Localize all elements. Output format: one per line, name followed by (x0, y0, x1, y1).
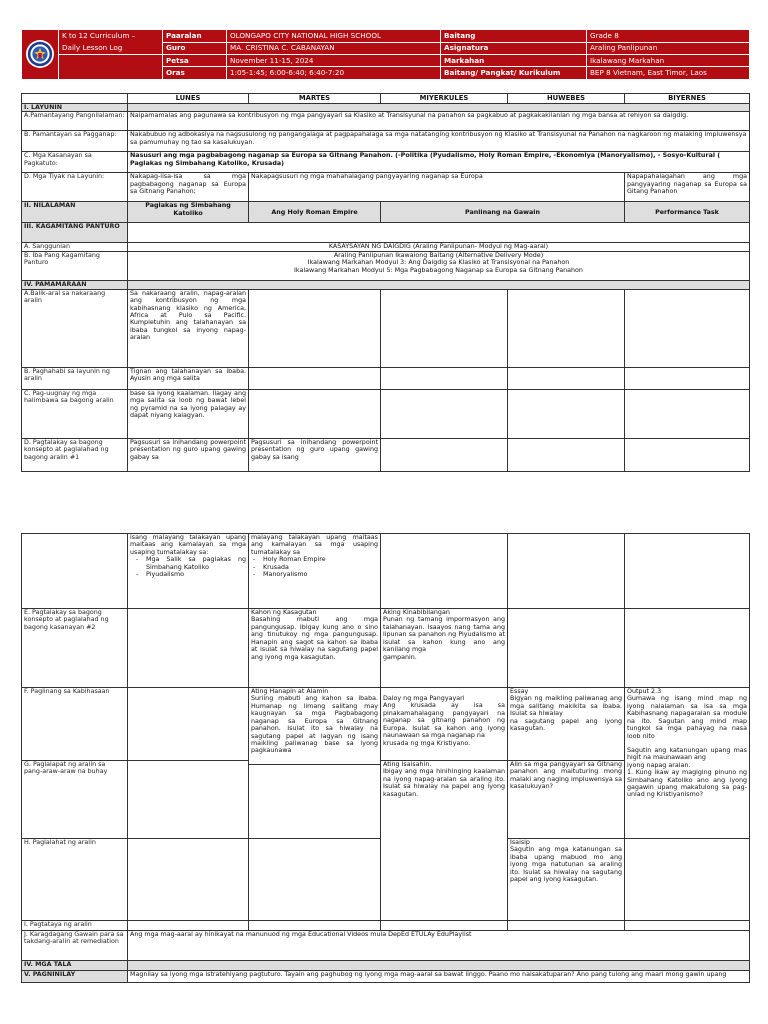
balik-aral-martes (249, 289, 381, 367)
paghahabi-miyerkules (381, 367, 508, 389)
row-label-iba-pang-kagamitan: B. Iba Pang Kagamitang Panturo (22, 251, 128, 280)
row-label-paglalapat: G. Paglalapat ng aralin sa pang-araw-araw na buhay (22, 761, 128, 839)
list-item: - Holy Roman Empire (251, 556, 378, 563)
pagtalakay-1-miyerkules (381, 438, 508, 471)
paglinang-biyernes (625, 688, 750, 839)
paglinang-miyerkules (381, 688, 508, 761)
lesson-log-header (21, 29, 750, 80)
continuation-lunes-text: isang malayang talakayan upang maitaas ang kamalayan sa mga usaping tumatalakay sa: (130, 534, 246, 556)
isaisip-title: Isaisip (510, 839, 530, 846)
paaralan-label: Paaralan (163, 30, 227, 43)
output-title: Output 2.3 (627, 688, 662, 695)
list-item: - Mga Salik sa paglakas ng Simbahang Katoliko (130, 556, 246, 571)
pagtalakay-1-lunes: Pagsusuri sa inihandang powerpoint presentation ng guro upang gawing gabay sa (128, 438, 249, 471)
paglalapat-martes (249, 765, 381, 839)
pagganap-text: Nakabubuo ng adbokasiya na nagsusulong ng pangangalaga at pagpapahalaga sa mga natatanging kontribusyon ng Klasiko at Transisyunal na Panahon na nagkaroon ng malaking impluwensya sa pamumuhay ng tao sa kasalukuyan. (128, 131, 750, 152)
essay-title: Essay (510, 688, 529, 695)
continuation-huwebes (508, 534, 625, 609)
row-label-paghahabi: B. Paghahabi sa layunin ng aralin (22, 367, 128, 389)
pagtataya-miyerkules (381, 921, 508, 931)
pagtataya-biyernes (625, 921, 750, 931)
list-item: - Krusada (251, 564, 378, 571)
markahan-value: Ikalawang Markahan (587, 55, 750, 67)
paghahabi-lunes: Tignan ang talahanayan sa ibaba. Ayusin ang mga salita (128, 367, 249, 389)
pamantayang-text: Naipamamalas ang pagunawa sa kontribusyon ng mga pangyayari sa Klasiko at Transisyunal na panahon sa pagkabuo at pagkakakilanlan ng mga bansa at rehiyon sa daigdig. (128, 112, 750, 131)
pagtalakay-1-biyernes (625, 438, 750, 471)
section-pagninilay: V. PAGNINILAY (22, 971, 128, 983)
day-header-huwebes: HUWEBES (508, 94, 625, 104)
paglalapat-lunes (128, 761, 249, 839)
pagninilay-line: Magnilay sa iyong mga istratehiyang pagtuturo. Tayain ang paghubog ng iyong mga mag-aaral sa bawat linggo. Paano mo naisakatuparan? Ano pang tulong ang maari mong gawin upang (130, 971, 727, 978)
row-label-pagtalakay-2: E. Pagtalakay sa bagong konsepto at paglalahad ng bagong kasanayan #2 (22, 609, 128, 688)
pagtalakay-2-biyernes (625, 609, 750, 688)
output-question-intro: Sagutin ang katanungan upang mas higit na maunawaan ang (627, 746, 747, 762)
section-pamamaraan-fill (128, 280, 750, 289)
curriculum-title-line2: Daily Lesson Log (62, 43, 123, 52)
section-mga-tala-fill (128, 961, 750, 971)
pangkat-label: Baitang/ Pangkat/ Kurikulum (441, 67, 587, 80)
kahon-ng-kasagutan-text: Basahing mabuti ang mga pangungusap. Ibigay kung ano o sino ang tinutukoy ng mga pangungusap. Hanapin ang sagot sa kahon sa ibaba at isulat sa hiwalay na sagutang papel ang iyong mga kasagutan. (251, 616, 378, 661)
pagtataya-huwebes (508, 921, 625, 931)
day-header-row (22, 94, 750, 104)
pagninilay-text (128, 971, 750, 983)
continuation-lunes (128, 534, 249, 609)
sanggunian-text: KASAYSAYAN NG DAIGDIG (Araling Panlipunan- Modyul ng Mag-aaral) (128, 243, 750, 251)
curriculum-title (59, 30, 163, 55)
daloy-title: Daloy ng mga Pangyayari (383, 695, 465, 702)
lesson-log-table-page1 (21, 93, 750, 472)
iba-line-3: Ikalawang Markahan Modyul 5: Mga Pagbabagong Naganap sa Europa sa Gitnang Panahon (294, 266, 583, 274)
section-nilalaman: II. NILALAMAN (22, 202, 128, 223)
row-label-paglalahat: H. Paglalahat ng aralin (22, 839, 128, 921)
row-label-pagganap: B. Pamantayan sa Pagganap: (22, 131, 128, 152)
isaisip-text: Sagutin ang mga katanungan sa ibaba upang mabuod mo ang iyong mga natutunan sa araling ito. Isulat sa hiwalay na sagutang papel ang iyong kasagutan. (510, 846, 622, 884)
paglalahat-biyernes (625, 839, 750, 921)
output-question-intro-2: iyong napag aralan. (627, 761, 691, 769)
daloy-last: krusada ng mga Kristiyano. (383, 739, 471, 747)
curriculum-title-line1: K to 12 Curriculum – (62, 31, 136, 41)
guro-label: Guro (163, 42, 227, 55)
lesson-log-table-page2 (21, 533, 750, 983)
paglalapat-miyerkules (381, 761, 508, 921)
section-kagamitang-panturo: III. KAGAMITANG PANTURO (22, 223, 128, 243)
ating-hanapin-text: Suriing mabuti ang kahon sa ibaba. Humanap ng limang salitang may kaugnayan sa mga Pagbabagong naganap sa Europa sa Gitnang panahon. Isulat ito sa hiwalay na sagutang papel at lagyan ng isang maikling paliwanag base sa iyong pagkaunawa (251, 695, 378, 755)
continuation-miyerkules (381, 534, 508, 609)
output-text: Gumawa ng isang mind map ng iyong nalalaman sa isa sa mga Kabihasnang napagaralan sa module na ito. Sagutan ang mind map tungkol sa mga pahayag na nasa loob nito (627, 695, 747, 740)
ating-hanapin-title: Ating Hanapin at Alamin (251, 688, 329, 695)
aking-kinabibilangan-last: gampanin. (383, 653, 417, 661)
kasanayan-text: Nasusuri ang mga pagbabagong naganap sa Europa sa Gitnang Panahon. (-Politika (Pyudalismo, Holy Roman Empire, -Ekonomiya (Manoryalismo), - Sosyo-Kultural ( Paglakas ng Simbahang Katoliko, Krusada) (128, 152, 750, 173)
balik-aral-huwebes (508, 289, 625, 367)
paglalahat-huwebes (508, 839, 625, 921)
pag-uugnay-huwebes (508, 389, 625, 438)
kagamitang-fill (128, 223, 750, 243)
ating-isaisahin-title: Ating Isaisahin. (383, 761, 432, 768)
baitang-label: Baitang (441, 30, 587, 43)
paglinang-lunes (128, 688, 249, 761)
list-item: - Piyudalismo (130, 571, 246, 578)
nilalaman-martes: Ang Holy Roman Empire (249, 202, 381, 223)
section-mga-tala: IV. MGA TALA (22, 961, 128, 971)
row-label-karagdagang-gawain: J. Karagdagang Gawain para sa takdang-aralin at remediation (22, 931, 128, 961)
karagdagang-gawain-text: Ang mga mag-aaral ay hinikayat na manunuod ng mga Educational Videos mula DepEd ETULAy EduPlaylist (128, 931, 750, 961)
tiyak-martes: Nakapagsusuri ng mga mahahalagang pangyayaring naganap sa Europa (249, 173, 625, 202)
row-label-balik-aral: A.Balik-aral sa nakaraang aralin (22, 289, 128, 367)
asignatura-value: Araling Panlipunan (587, 42, 750, 55)
row-label-sanggunian: A. Sanggunian (22, 243, 128, 251)
row-label-pagtataya: I. Pagtataya ng aralin (22, 921, 128, 931)
day-header-martes: MARTES (249, 94, 381, 104)
tiyak-biyernes: Napapahalagahan ang mga pangyayaring naganap sa Europa sa Gitang Panahon (625, 173, 750, 202)
markahan-label: Markahan (441, 55, 587, 67)
day-header-biyernes: BIYERNES (625, 94, 750, 104)
balik-aral-lunes: Sa nakaraang aralin, napag-aralan ang kontribusyon ng mga kabihasnang klasiko ng America, Africa at Pulo sa Pacific. Kumpletuhin ang talahanayan sa ibaba tungkol sa inyong napag-aralan (128, 289, 249, 367)
kahon-ng-kasagutan-title: Kahon ng Kasagutan (251, 609, 317, 616)
section-layunin-fill (128, 103, 750, 111)
output-question-1: 1. Kung ikaw ay magiging pinuno ng Simbahang Katoliko ano ang iyong gagawin upang makatulong sa pag-unlad ng Kristiyanismo? (627, 769, 747, 799)
ating-isaisahin-text: Ibigay ang mga hinihinging kaalaman na iyong napag-aralan sa araling ito. Isulat sa hiwalay na papel ang iyong kasagutan. (383, 768, 505, 798)
paghahabi-martes (249, 367, 381, 389)
pagtalakay-2-martes (249, 609, 381, 688)
pagtataya-lunes (128, 921, 249, 931)
pag-uugnay-martes (249, 389, 381, 438)
continuation-label-blank (22, 534, 128, 609)
pagtalakay-1-martes: Pagsusuri sa inihandang powerpoint presentation ng guro upang gawing gabay sa isang (249, 438, 381, 471)
row-label-pag-uugnay: C. Pag-uugnay ng mga halimbawa sa bagong aralin (22, 389, 128, 438)
paglalapat-huwebes (508, 761, 625, 839)
row-label-pamantayang: A.Pamantayang Pangnilalaman: (22, 112, 128, 131)
continuation-biyernes (625, 534, 750, 609)
asignatura-label: Asignatura (441, 42, 587, 55)
day-header-lunes: LUNES (128, 94, 249, 104)
pag-uugnay-lunes: base sa iyong kaalaman. Ilagay ang mga salita sa loob ng bawat lebel ng pyramid na sa iyong palagay ay dapat niyang kalagyan. (128, 389, 249, 438)
nilalaman-biyernes: Performance Task (625, 202, 750, 223)
daloy-text: Ang krusada ay isa sa pinakamahalagang pangyayari na naganap sa gitnang panahon ng Europa. Isulat sa kahon ang iyong naunawaan sa mga naganap na (383, 702, 505, 740)
paaralan-value: OLONGAPO CITY NATIONAL HIGH SCHOOL (227, 30, 441, 43)
essay-last: na sagutang papel ang iyong kasagutan. (510, 717, 622, 733)
deped-seal-logo (22, 30, 59, 80)
paglalahat-lunes (128, 839, 249, 921)
essay-text: Bigyan ng maikling paliwanag ang mga salitang makikita sa ibaba. Isulat sa hiwalay (510, 695, 622, 718)
nilalaman-miyerkules: Panlinang na Gawain (381, 202, 625, 223)
nilalaman-lunes: Paglakas ng Simbahang Katoliko (128, 202, 249, 223)
iba-line-1: Araling Panlipunan Ikawalong Baitang (Alternative Delivery Mode) (333, 251, 544, 259)
list-item: - Manoryalismo (251, 571, 378, 578)
aking-kinabibilangan-text: Punan ng tamang impormasyon ang talahanayan. Isaayos nang tama ang lipunan sa panahon ng Piyudalismo at isulat sa kahon kung ano ang kanilang mga (383, 616, 505, 654)
aking-kinabibilangan-title: Aking Kinabibilangan (383, 609, 450, 616)
deped-seal-icon (25, 39, 55, 69)
oras-value: 1:05-1:45; 6:00-6:40; 6:40-7:20 (227, 67, 441, 80)
baitang-value: Grade 8 (587, 30, 750, 43)
alin-sa-mga-pangyayari: Alin sa mga pangyayari sa Gitnang panahon ang maituturing mong malaki ang naging impluwensya sa kasalukuyan? (510, 761, 622, 791)
paglinang-huwebes (508, 688, 625, 761)
guro-value: MA. CRISTINA C. CABANAYAN (227, 42, 441, 55)
continuation-martes-text: malayang talakayan upang maitaas ang kamalayan sa mga usaping tumatalakay sa (251, 534, 378, 556)
row-label-paglinang: F. Paglinang sa Kabihasaan (22, 688, 128, 761)
row-label-tiyak-na-layunin: D. Mga Tiyak na Layunin: (22, 173, 128, 202)
balik-aral-miyerkules (381, 289, 508, 367)
continuation-martes (249, 534, 381, 609)
tiyak-lunes: Nakapag-iisa-isa sa mga pagbabagong naganap sa Europa sa Gitnang Panahon; (128, 173, 249, 202)
paghahabi-huwebes (508, 367, 625, 389)
pagtalakay-2-lunes (128, 609, 249, 688)
pag-uugnay-miyerkules (381, 389, 508, 438)
pagtalakay-2-huwebes (508, 609, 625, 688)
pangkat-value: BEP 8 Vietnam, East Timor, Laos (587, 67, 750, 80)
pagtalakay-1-huwebes (508, 438, 625, 471)
row-label-pagtalakay-1: D. Pagtalakay sa bagong konsepto at paglalahad ng bagong aralin #1 (22, 438, 128, 471)
oras-label: Oras (163, 67, 227, 80)
paglalahat-martes (249, 839, 381, 921)
day-header-blank (22, 94, 128, 104)
section-pamamaraan: IV. PAMAMARAAN (22, 280, 128, 289)
petsa-label: Petsa (163, 55, 227, 67)
iba-pang-kagamitan-text (128, 251, 750, 280)
row-label-kasanayan: C. Mga Kasanayan sa Pagkatuto: (22, 152, 128, 173)
section-layunin: I. LAYUNIN (22, 103, 128, 111)
paghahabi-biyernes (625, 367, 750, 389)
header-blank-cell (59, 55, 163, 80)
pagtataya-martes (249, 921, 381, 931)
pagtalakay-2-miyerkules (381, 609, 508, 688)
day-header-miyerkules: MIYERKULES (381, 94, 508, 104)
pag-uugnay-biyernes (625, 389, 750, 438)
balik-aral-biyernes (625, 289, 750, 367)
petsa-value: November 11-15, 2024 (227, 55, 441, 67)
paglinang-martes (249, 688, 381, 765)
iba-line-2: Ikalawang Markahan Modyul 3: Ang Daigdig sa Klasiko at Transisyonal na Panahon (307, 259, 570, 267)
